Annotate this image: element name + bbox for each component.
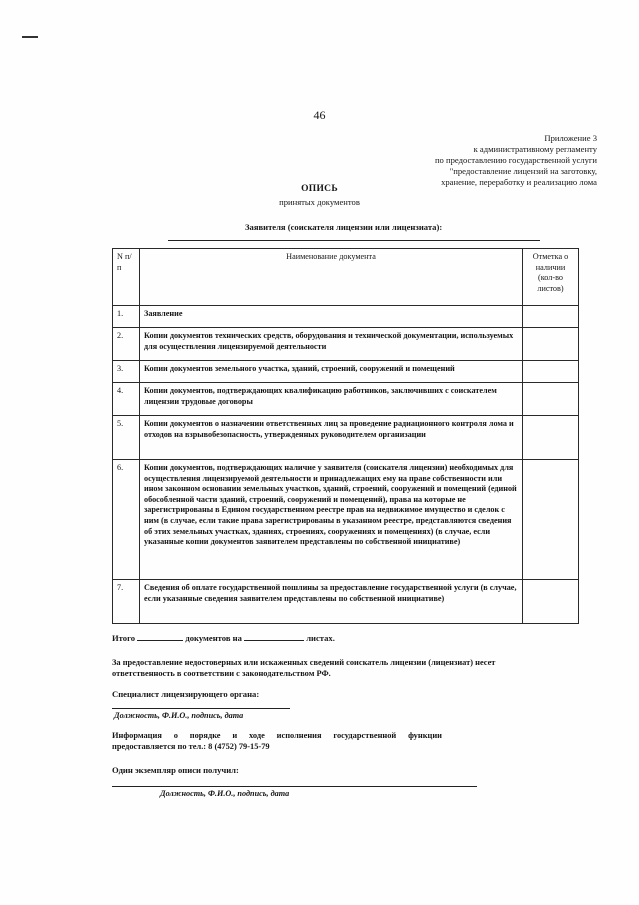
row-name: Копии документов земельного участка, зданий, строений, сооружений и помещений <box>140 361 523 383</box>
table-row <box>113 383 579 416</box>
applicant-label: Заявителя (соискателя лицензии или лицензиата): <box>245 222 443 232</box>
table-row <box>113 580 579 624</box>
table-row <box>113 361 579 383</box>
appendix-line: хранение, переработку и реализацию лома <box>441 177 597 187</box>
signature-caption-2: Должность, Ф.И.О., подпись, дата <box>160 789 290 798</box>
document-subtitle: принятых документов <box>279 197 360 207</box>
row-mark <box>523 306 579 328</box>
row-num: 2. <box>113 328 140 361</box>
row-mark <box>523 416 579 460</box>
row-num: 7. <box>113 580 140 624</box>
table-header-row <box>113 249 579 306</box>
row-mark <box>523 383 579 416</box>
row-mark <box>523 580 579 624</box>
row-num: 5. <box>113 416 140 460</box>
table-row <box>113 460 579 580</box>
table-row <box>113 328 579 361</box>
total-prefix: Итого <box>112 633 136 643</box>
appendix-line: Приложение 3 <box>544 133 597 143</box>
appendix-line: "предоставление лицензий на заготовку, <box>449 166 597 176</box>
header-mark: Отметка о наличии (кол-во листов) <box>523 249 579 306</box>
info-phone-line: предоставляется по тел.: 8 (4752) 79-15-79 <box>112 742 270 751</box>
row-mark <box>523 328 579 361</box>
row-num: 4. <box>113 383 140 416</box>
row-name: Копии документов технических средств, оборудования и технической документации, используемых для осуществления лицензируемой деятельности <box>140 328 523 361</box>
total-docs-blank <box>137 632 183 641</box>
row-num: 1. <box>113 306 140 328</box>
info-block <box>112 730 442 752</box>
info-line: Информация о порядке и ходе исполнения государственной функции <box>112 731 442 740</box>
total-sheets-blank <box>244 632 304 641</box>
row-num: 3. <box>113 361 140 383</box>
appendix-line: к административному регламенту <box>473 144 597 154</box>
row-name: Копии документов, подтверждающих квалификацию работников, заключивших с соискателем лицензии трудовые договоры <box>140 383 523 416</box>
documents-table <box>112 248 579 624</box>
appendix-header <box>297 133 597 188</box>
table-row <box>113 306 579 328</box>
total-line <box>112 632 335 643</box>
row-name: Копии документов, подтверждающих наличие у заявителя (соискателя лицензии) необходимых для осуществления лицензируемой деятельности и принадлежащих ему на праве собственности или ином законном основании земельных участков, зданий, строений, сооружений и помещений (единой обособленной части зданий, строений, сооружений и помещений), права на которые не зарегистрированы в Едином государственном реестре прав на недвижимое имущество и сделок с ним (в случае, если такие права зарегистрированы в указанном реестре, представляются сведения об этих земельных участках, зданиях, строениях, сооружениях и помещениях) (в случае, если указанные копии документов заявителем представлены по собственной инициативе) <box>140 460 523 580</box>
row-name: Сведения об оплате государственной пошлины за предоставление государственной услуги (в случае, если указанные сведения заявителем представлены по собственной инициативе) <box>140 580 523 624</box>
total-middle: документов на <box>185 633 242 643</box>
specialist-label: Специалист лицензирующего органа: <box>112 689 260 699</box>
copy-received-label: Один экземпляр описи получил: <box>112 765 239 775</box>
total-suffix: листах. <box>306 633 335 643</box>
table-row <box>113 416 579 460</box>
receiver-signature-line <box>112 786 477 787</box>
row-name: Копии документов о назначении ответственных лиц за проведение радиационного контроля лома и отходов на взрывобезопасность, утвержденных руководителем организации <box>140 416 523 460</box>
row-name: Заявление <box>140 306 523 328</box>
scan-mark <box>22 36 38 38</box>
responsibility-note: За предоставление недостоверных или искаженных сведений соискатель лицензии (лицензиат) несет ответственность в соответствии с законодательством РФ. <box>112 658 496 678</box>
appendix-line: по предоставлению государственной услуги <box>434 155 597 165</box>
applicant-fill-line <box>168 240 540 241</box>
signature-caption: Должность, Ф.И.О., подпись, дата <box>114 711 244 720</box>
row-mark <box>523 361 579 383</box>
header-name: Наименование документа <box>140 249 523 306</box>
page-number: 46 <box>313 108 326 122</box>
row-num: 6. <box>113 460 140 580</box>
row-mark <box>523 460 579 580</box>
header-num: N п/п <box>113 249 140 306</box>
specialist-signature-line <box>112 708 290 709</box>
document-title: ОПИСЬ <box>301 184 338 194</box>
